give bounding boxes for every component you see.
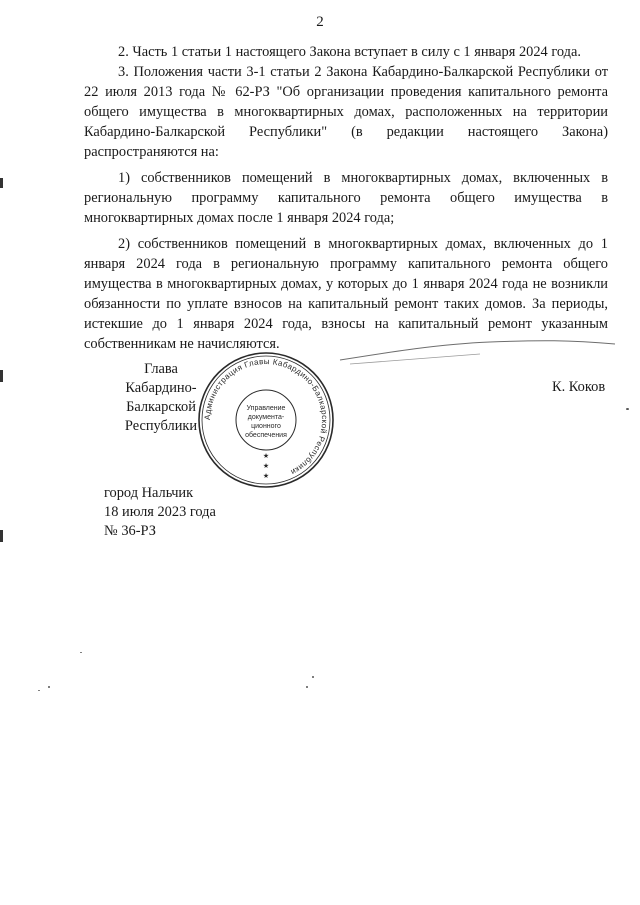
seal-center-text: обеспечения bbox=[245, 432, 287, 439]
scan-speck bbox=[48, 686, 50, 688]
signatory-name: К. Коков bbox=[552, 379, 606, 395]
scan-edge-mark bbox=[0, 530, 3, 542]
scan-speck bbox=[626, 408, 629, 410]
paragraph-3: 3. Положения части 3-1 статьи 2 Закона Кабардино-Балкарской Республики от 22 июля 2013 года № 62-РЗ "Об организации проведения капитального ремонта общего имущества в многоквартирных домах, расположенных на территории Кабардино-Балкарской Республики" (в редакции настоящего Закона) распространяются на: bbox=[84, 64, 608, 160]
seal-star-icon: ★ bbox=[262, 462, 270, 470]
law-body bbox=[84, 42, 608, 354]
scan-edge-mark bbox=[0, 370, 3, 382]
paragraph-2: 2. Часть 1 статьи 1 настоящего Закона вступает в силу с 1 января 2024 года. bbox=[118, 44, 581, 60]
seal-star-icon: ★ bbox=[262, 452, 270, 460]
official-seal bbox=[196, 350, 336, 490]
scan-speck bbox=[306, 686, 308, 688]
date: 18 июля 2023 года bbox=[104, 504, 216, 520]
page-number: 2 bbox=[316, 14, 324, 30]
scan-speck bbox=[80, 652, 82, 653]
paragraph-3-item-1: 1) собственников помещений в многоквартирных домах, включенных в региональную программу капитального ремонта общего имущества в многоквартирных домах после 1 января 2024 года; bbox=[84, 170, 608, 226]
seal-center-text: Управление bbox=[246, 405, 286, 412]
seal-center-text: документа- bbox=[247, 414, 285, 421]
law-number: № 36-РЗ bbox=[104, 523, 156, 539]
place-date-number bbox=[104, 484, 216, 541]
scan-edge-mark bbox=[0, 178, 3, 188]
scan-speck bbox=[38, 690, 40, 691]
scan-speck bbox=[312, 676, 314, 678]
city: город Нальчик bbox=[104, 485, 194, 501]
seal-ring-text: Администрация Главы Кабардино-Балкарской Республики bbox=[202, 356, 330, 477]
paragraph-3-item-2: 2) собственников помещений в многоквартирных домах, включенных до 1 января 2024 года в региональную программу капитального ремонта общего имущества в многоквартирных домах, у которых до 1 января 2024 года не возникли обязанности по уплате взносов на капитальный ремонт таких домов. За периоды, истекшие до 1 января 2024 года, взносы на капитальный ремонт указанным собственникам не начисляются. bbox=[84, 236, 608, 352]
seal-star-icon: ★ bbox=[262, 472, 270, 480]
signatory-title-line: Республики bbox=[124, 418, 198, 434]
signatory-title-line: Глава bbox=[144, 361, 178, 377]
signatory-title-line: Кабардино-Балкарской bbox=[125, 380, 197, 415]
seal-center-text: ционного bbox=[251, 423, 281, 430]
